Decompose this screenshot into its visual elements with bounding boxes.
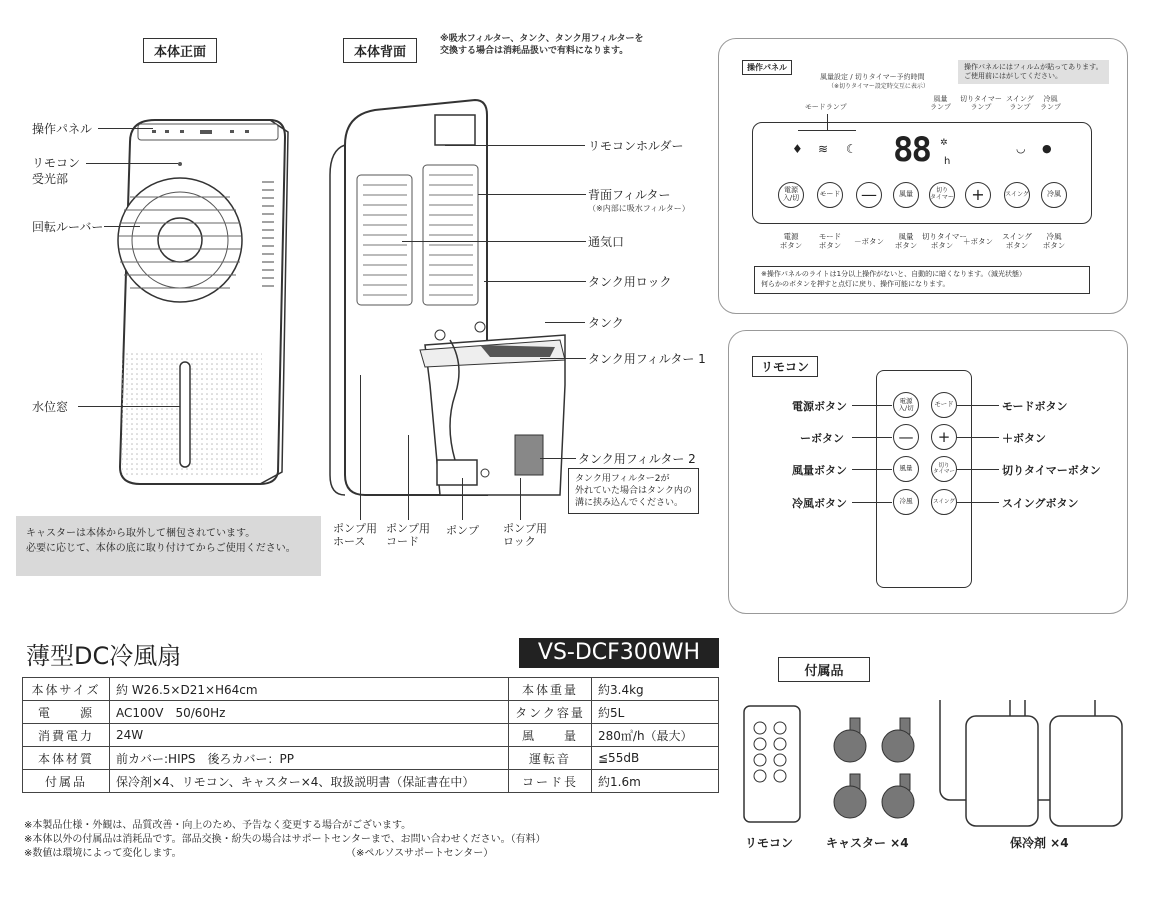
panel-mode-label: モード ボタン xyxy=(818,232,842,250)
product-name: 薄型DC冷風扇 xyxy=(26,642,182,670)
mode-lamp-label: モードランプ xyxy=(805,103,847,111)
remote-plus-button[interactable]: + xyxy=(931,424,957,450)
panel-plus-button[interactable]: + xyxy=(965,182,991,208)
remote-body xyxy=(876,370,972,588)
remote-minus-button[interactable]: — xyxy=(893,424,919,450)
back-label-tf1: タンク用フィルター 1 xyxy=(588,352,706,366)
mode-lamp-icon-2: ≋ xyxy=(818,142,829,156)
remote-label-minus: ーボタン xyxy=(800,432,844,445)
remote-title: リモコン xyxy=(752,356,818,377)
spec-key: 消費電力 xyxy=(23,724,110,747)
note-2: ※本体以外の付属品は消耗品です。部品交換・紛失の場合はサポートセンターまで、お問い合わせください。（有料） xyxy=(24,834,546,845)
swing-lamp-label: スイング ランプ xyxy=(1006,95,1034,111)
spec-value: 約1.6m xyxy=(592,770,719,793)
remote-label-power: 電源ボタン xyxy=(792,400,847,413)
panel-minus-button[interactable]: — xyxy=(856,182,882,208)
panel-fan-label: 風量 ボタン xyxy=(894,232,918,250)
front-unit-illustration xyxy=(110,112,290,492)
remote-label-swing: スイングボタン xyxy=(1002,497,1079,510)
remote-mode-button[interactable]: モード xyxy=(931,392,957,418)
panel-cool-button[interactable]: 冷風 xyxy=(1041,182,1067,208)
cool-lamp-label: 冷風 ランプ xyxy=(1040,95,1061,111)
remote-label-cool: 冷風ボタン xyxy=(792,497,847,510)
spec-row xyxy=(23,724,719,747)
spec-key: 運転音 xyxy=(509,747,592,770)
remote-power-button[interactable]: 電源 入/切 xyxy=(893,392,919,418)
cool-lamp-icon: ● xyxy=(1042,142,1052,155)
spec-key: 本体重量 xyxy=(509,678,592,701)
back-label-tf2: タンク用フィルター 2 xyxy=(578,452,696,466)
remote-label-plus: ＋ボタン xyxy=(1002,432,1046,445)
product-model: VS-DCF300WH xyxy=(519,638,719,668)
spec-value: 280㎥/h（最大） xyxy=(592,724,719,747)
spec-table xyxy=(22,677,719,793)
back-label-tank: タンク xyxy=(588,316,624,330)
front-label-receiver: リモコン 受光部 xyxy=(32,156,81,186)
back-label-holder: リモコンホルダー xyxy=(588,139,684,153)
accessory-remote-label: リモコン xyxy=(745,836,794,850)
back-label-pump: ポンプ xyxy=(446,524,479,537)
accessories-title: 付属品 xyxy=(778,657,870,682)
back-label-filter: 背面フィルター xyxy=(588,188,671,202)
display-unit: h xyxy=(944,156,951,167)
panel-mode-button[interactable]: モード xyxy=(817,182,843,208)
front-label-panel: 操作パネル xyxy=(32,122,93,136)
spec-key: コード長 xyxy=(509,770,592,793)
timer-lamp-label: 切りタイマー ランプ xyxy=(960,95,1002,111)
panel-cool-label: 冷風 ボタン xyxy=(1042,232,1066,250)
timer-label: 風量設定 / 切りタイマー予約時間 xyxy=(820,73,925,81)
front-label-water: 水位窓 xyxy=(32,400,69,414)
remote-cool-button[interactable]: 冷風 xyxy=(893,489,919,515)
panel-swing-label: スイング ボタン xyxy=(1002,232,1032,250)
swing-lamp-icon: ◡ xyxy=(1016,142,1026,155)
panel-swing-button[interactable]: スイング xyxy=(1004,182,1030,208)
back-label-cord: ポンプ用 コード xyxy=(386,522,430,549)
spec-value: AC100V 50/60Hz xyxy=(110,701,509,724)
spec-row xyxy=(23,701,719,724)
back-unit-illustration xyxy=(325,95,570,515)
note-1: ※本製品仕様・外観は、品質改善・向上のため、予告なく変更する場合がございます。 xyxy=(24,820,412,831)
remote-label-fan: 風量ボタン xyxy=(792,464,847,477)
back-title: 本体背面 xyxy=(343,38,417,63)
remote-swing-button[interactable]: スイング xyxy=(931,489,957,515)
accessory-ice-label: 保冷剤 ×4 xyxy=(1010,836,1069,850)
back-tf2-note: タンク用フィルター2が 外れていた場合はタンク内の 溝に挟み込んでください。 xyxy=(568,468,699,514)
panel-power-button[interactable]: 電源 入/切 xyxy=(778,182,804,208)
back-label-filter-sub: （※内部に吸水フィルター） xyxy=(588,204,690,213)
light-note: ※操作パネルのライトは1分以上操作がないと、自動的に暗くなります。（減光状態） 何らかのボタンを押すと点灯に戻り、操作可能になります。 xyxy=(754,266,1090,294)
spec-row xyxy=(23,770,719,793)
film-note: 操作パネルにはフィルムが貼ってあります。 ご使用前にはがしてください。 xyxy=(958,60,1109,84)
mode-lamp-icon-1: ♦ xyxy=(792,142,803,156)
back-label-lock: タンク用ロック xyxy=(588,275,672,289)
spec-key: 風 量 xyxy=(509,724,592,747)
spec-key: 付属品 xyxy=(23,770,110,793)
spec-row xyxy=(23,747,719,770)
remote-fan-button[interactable]: 風量 xyxy=(893,456,919,482)
display-digits: 88 xyxy=(893,130,930,170)
spec-value: 約5L xyxy=(592,701,719,724)
spec-value: 24W xyxy=(110,724,509,747)
remote-timer-button[interactable]: 切り タイマー xyxy=(931,456,957,482)
spec-value: 約3.4kg xyxy=(592,678,719,701)
panel-timer-label: 切りタイマー ボタン xyxy=(922,232,967,250)
timer-sub: （※切りタイマー設定時交互に表示） xyxy=(828,83,929,90)
spec-key: 電 源 xyxy=(23,701,110,724)
panel-timer-button[interactable]: 切り タイマー xyxy=(929,182,955,208)
spec-key: 本体材質 xyxy=(23,747,110,770)
fan-lamp-label: 風量 ランプ xyxy=(930,95,951,111)
spec-value: 前カバー:HIPS 後ろカバー：PP xyxy=(110,747,509,770)
remote-label-timer: 切りタイマーボタン xyxy=(1002,464,1101,477)
back-label-vent: 通気口 xyxy=(588,235,625,249)
support-note: （※ペルソスサポートセンター） xyxy=(346,848,494,859)
fan-lamp-icon: ✲ xyxy=(940,138,948,148)
front-title: 本体正面 xyxy=(143,38,217,63)
control-panel-title: 操作パネル xyxy=(742,60,792,75)
panel-plus-label: ＋ボタン xyxy=(963,237,993,246)
spec-value: ≦55dB xyxy=(592,747,719,770)
back-label-pump-lock: ポンプ用 ロック xyxy=(503,522,547,549)
spec-value: 約 W26.5×D21×H64cm xyxy=(110,678,509,701)
note-3: ※数値は環境によって変化します。 xyxy=(24,848,182,859)
accessory-caster-label: キャスター ×4 xyxy=(826,836,909,850)
spec-key: タンク容量 xyxy=(509,701,592,724)
accessories-illustration xyxy=(740,700,1140,830)
remote-label-mode: モードボタン xyxy=(1002,400,1068,413)
spec-value: 保冷剤×4、リモコン、キャスター×4、取扱説明書（保証書在中） xyxy=(110,770,509,793)
spec-key: 本体サイズ xyxy=(23,678,110,701)
spec-row xyxy=(23,678,719,701)
back-label-hose: ポンプ用 ホース xyxy=(333,522,377,549)
mode-lamp-icon-3: ☾ xyxy=(846,142,857,156)
back-note: ※吸水フィルター、タンク、タンク用フィルターを 交換する場合は消耗品扱いで有料になります。 xyxy=(440,34,644,56)
panel-minus-label: －ボタン xyxy=(854,237,884,246)
front-label-louver: 回転ルーバー xyxy=(32,220,104,234)
panel-power-label: 電源 ボタン xyxy=(779,232,803,250)
panel-fan-button[interactable]: 風量 xyxy=(893,182,919,208)
caster-note: キャスターは本体から取外して梱包されています。 必要に応じて、本体の底に取り付けてからご使用ください。 xyxy=(16,516,321,576)
